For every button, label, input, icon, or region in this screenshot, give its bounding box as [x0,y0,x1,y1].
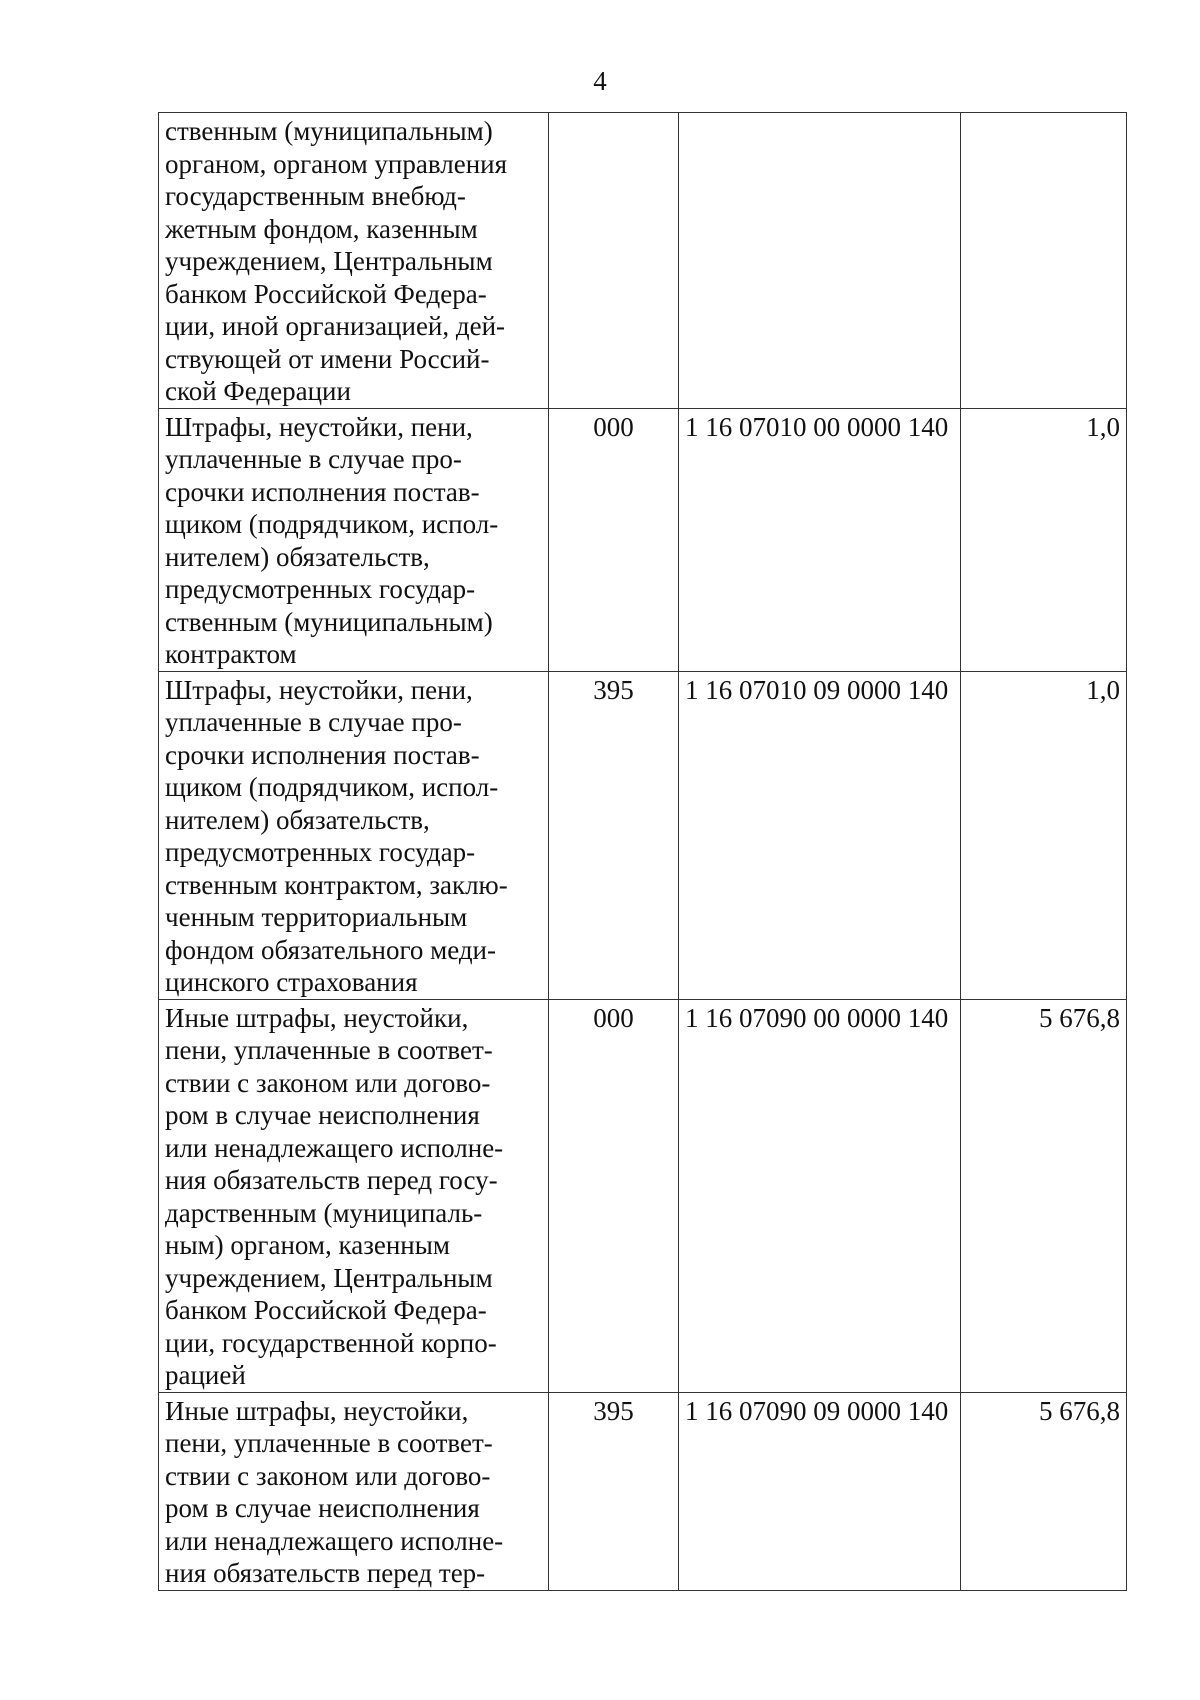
budget-code-cell: 1 16 07090 09 0000 140 [679,1392,961,1590]
amount-cell: 1,0 [961,408,1127,671]
table-row [159,408,1127,671]
admin-code-cell: 395 [549,1392,679,1590]
revenue-name-cell: Иные штрафы, неустойки, пени, уплаченные в соответ- ствии с законом или догово- ром в случае неисполнения или ненадлежащего исполне- ния обязательств перед тер- [159,1392,549,1590]
table-row [159,1392,1127,1590]
budget-code-cell [679,113,961,409]
admin-code-cell: 000 [549,408,679,671]
budget-code-cell: 1 16 07090 00 0000 140 [679,999,961,1392]
admin-code-cell: 395 [549,671,679,999]
revenue-name-cell: Иные штрафы, неустойки, пени, уплаченные в соответ- ствии с законом или догово- ром в случае неисполнения или ненадлежащего исполне- ния обязательств перед госу- дарственным (муниципаль- ным) органом, казенным учреждением, Центральным банком Российской Федера- ции, государственной корпо- рацией [159,999,549,1392]
amount-cell: 5 676,8 [961,1392,1127,1590]
amount-cell: 5 676,8 [961,999,1127,1392]
table-row [159,999,1127,1392]
revenue-name-cell: Штрафы, неустойки, пени, уплаченные в случае про- срочки исполнения постав- щиком (подрядчиком, испол- нителем) обязательств, предусмотренных государ- ственным контрактом, заклю- ченным территориальным фондом обязательного меди- цинского страхования [159,671,549,999]
admin-code-cell [549,113,679,409]
table-row [159,113,1127,409]
amount-cell [961,113,1127,409]
budget-code-cell: 1 16 07010 00 0000 140 [679,408,961,671]
page-number: 4 [593,66,607,96]
revenue-name-cell: ственным (муниципальным) органом, органом управления государственным внебюд- жетным фондом, казенным учреждением, Центральным банком Российской Федера- ции, иной организацией, дей- ствующей от имени Россий- ской Федерации [159,113,549,409]
admin-code-cell: 000 [549,999,679,1392]
revenue-table [158,112,1127,1591]
revenue-name-cell: Штрафы, неустойки, пени, уплаченные в случае про- срочки исполнения постав- щиком (подрядчиком, испол- нителем) обязательств, предусмотренных государ- ственным (муниципальным) контрактом [159,408,549,671]
amount-cell: 1,0 [961,671,1127,999]
table-row [159,671,1127,999]
budget-code-cell: 1 16 07010 09 0000 140 [679,671,961,999]
